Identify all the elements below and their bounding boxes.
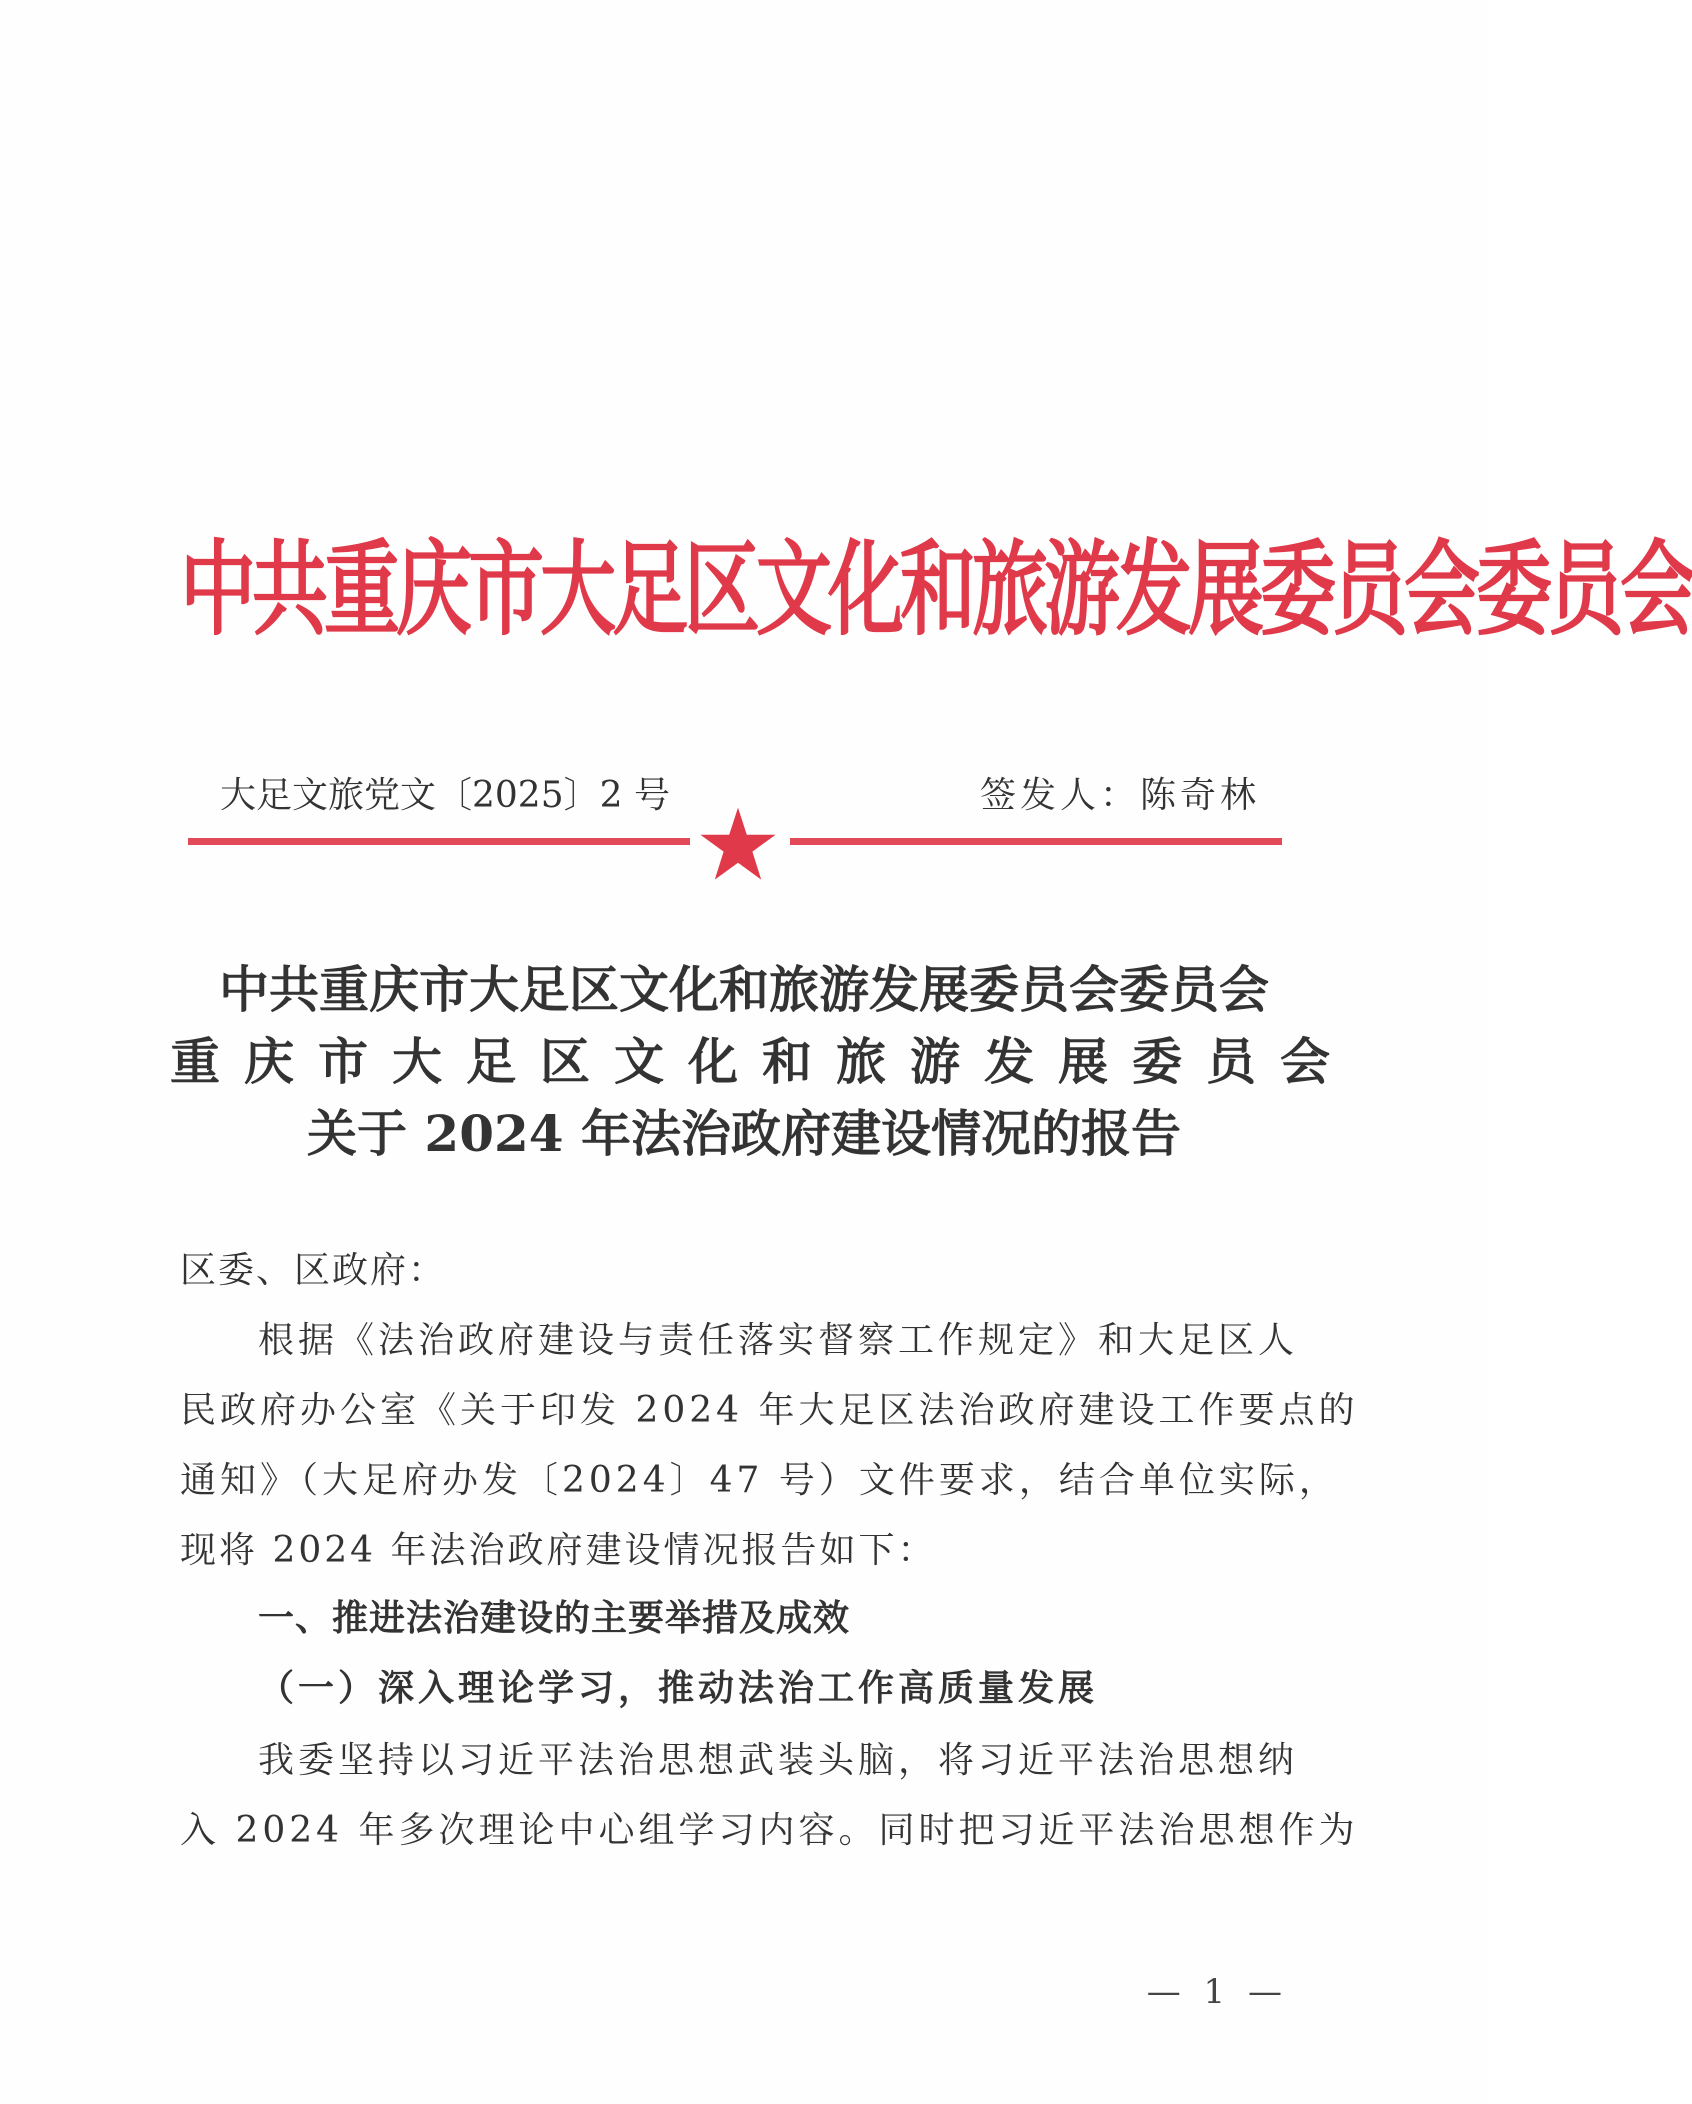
red-star-icon bbox=[698, 806, 778, 882]
red-rule-right bbox=[790, 838, 1282, 845]
title-line-1: 中共重庆市大足区文化和旅游发展委员会委员会 bbox=[219, 960, 1269, 1019]
paragraph-2-line-1: 我委坚持以习近平法治思想武装头脑，将习近平法治思想纳 bbox=[258, 1740, 1299, 1781]
page-number: — 1 — bbox=[1146, 1972, 1288, 2012]
paragraph-2-line-2: 入 2024 年多次理论中心组学习内容。同时把习近平法治思想作为 bbox=[180, 1810, 1359, 1851]
section-heading-1: 一、推进法治建设的主要举措及成效 bbox=[258, 1598, 851, 1639]
document-number: 大足文旅党文〔2025〕2 号 bbox=[220, 775, 670, 816]
title-line-2: 重庆市大足区文化和旅游发展委员会 bbox=[170, 1032, 1354, 1091]
salutation: 区委、区政府： bbox=[180, 1250, 447, 1291]
paragraph-1-line-3: 通知》（大足府办发〔2024〕47 号）文件要求，结合单位实际， bbox=[180, 1460, 1339, 1501]
title-line-3: 关于 2024 年法治政府建设情况的报告 bbox=[307, 1104, 1181, 1163]
red-rule-left bbox=[188, 838, 690, 845]
paragraph-1-line-1: 根据《法治政府建设与责任落实督察工作规定》和大足区人 bbox=[258, 1320, 1299, 1361]
signer: 签发人：陈奇林 bbox=[979, 775, 1260, 816]
red-masthead: 中共重庆市大足区文化和旅游发展委员会委员会 bbox=[180, 529, 1692, 650]
paragraph-1-line-2: 民政府办公室《关于印发 2024 年大足区法治政府建设工作要点的 bbox=[180, 1390, 1359, 1431]
paragraph-1-line-4: 现将 2024 年法治政府建设情况报告如下： bbox=[180, 1530, 937, 1571]
subsection-heading-1: （一）深入理论学习，推动法治工作高质量发展 bbox=[258, 1667, 1099, 1709]
